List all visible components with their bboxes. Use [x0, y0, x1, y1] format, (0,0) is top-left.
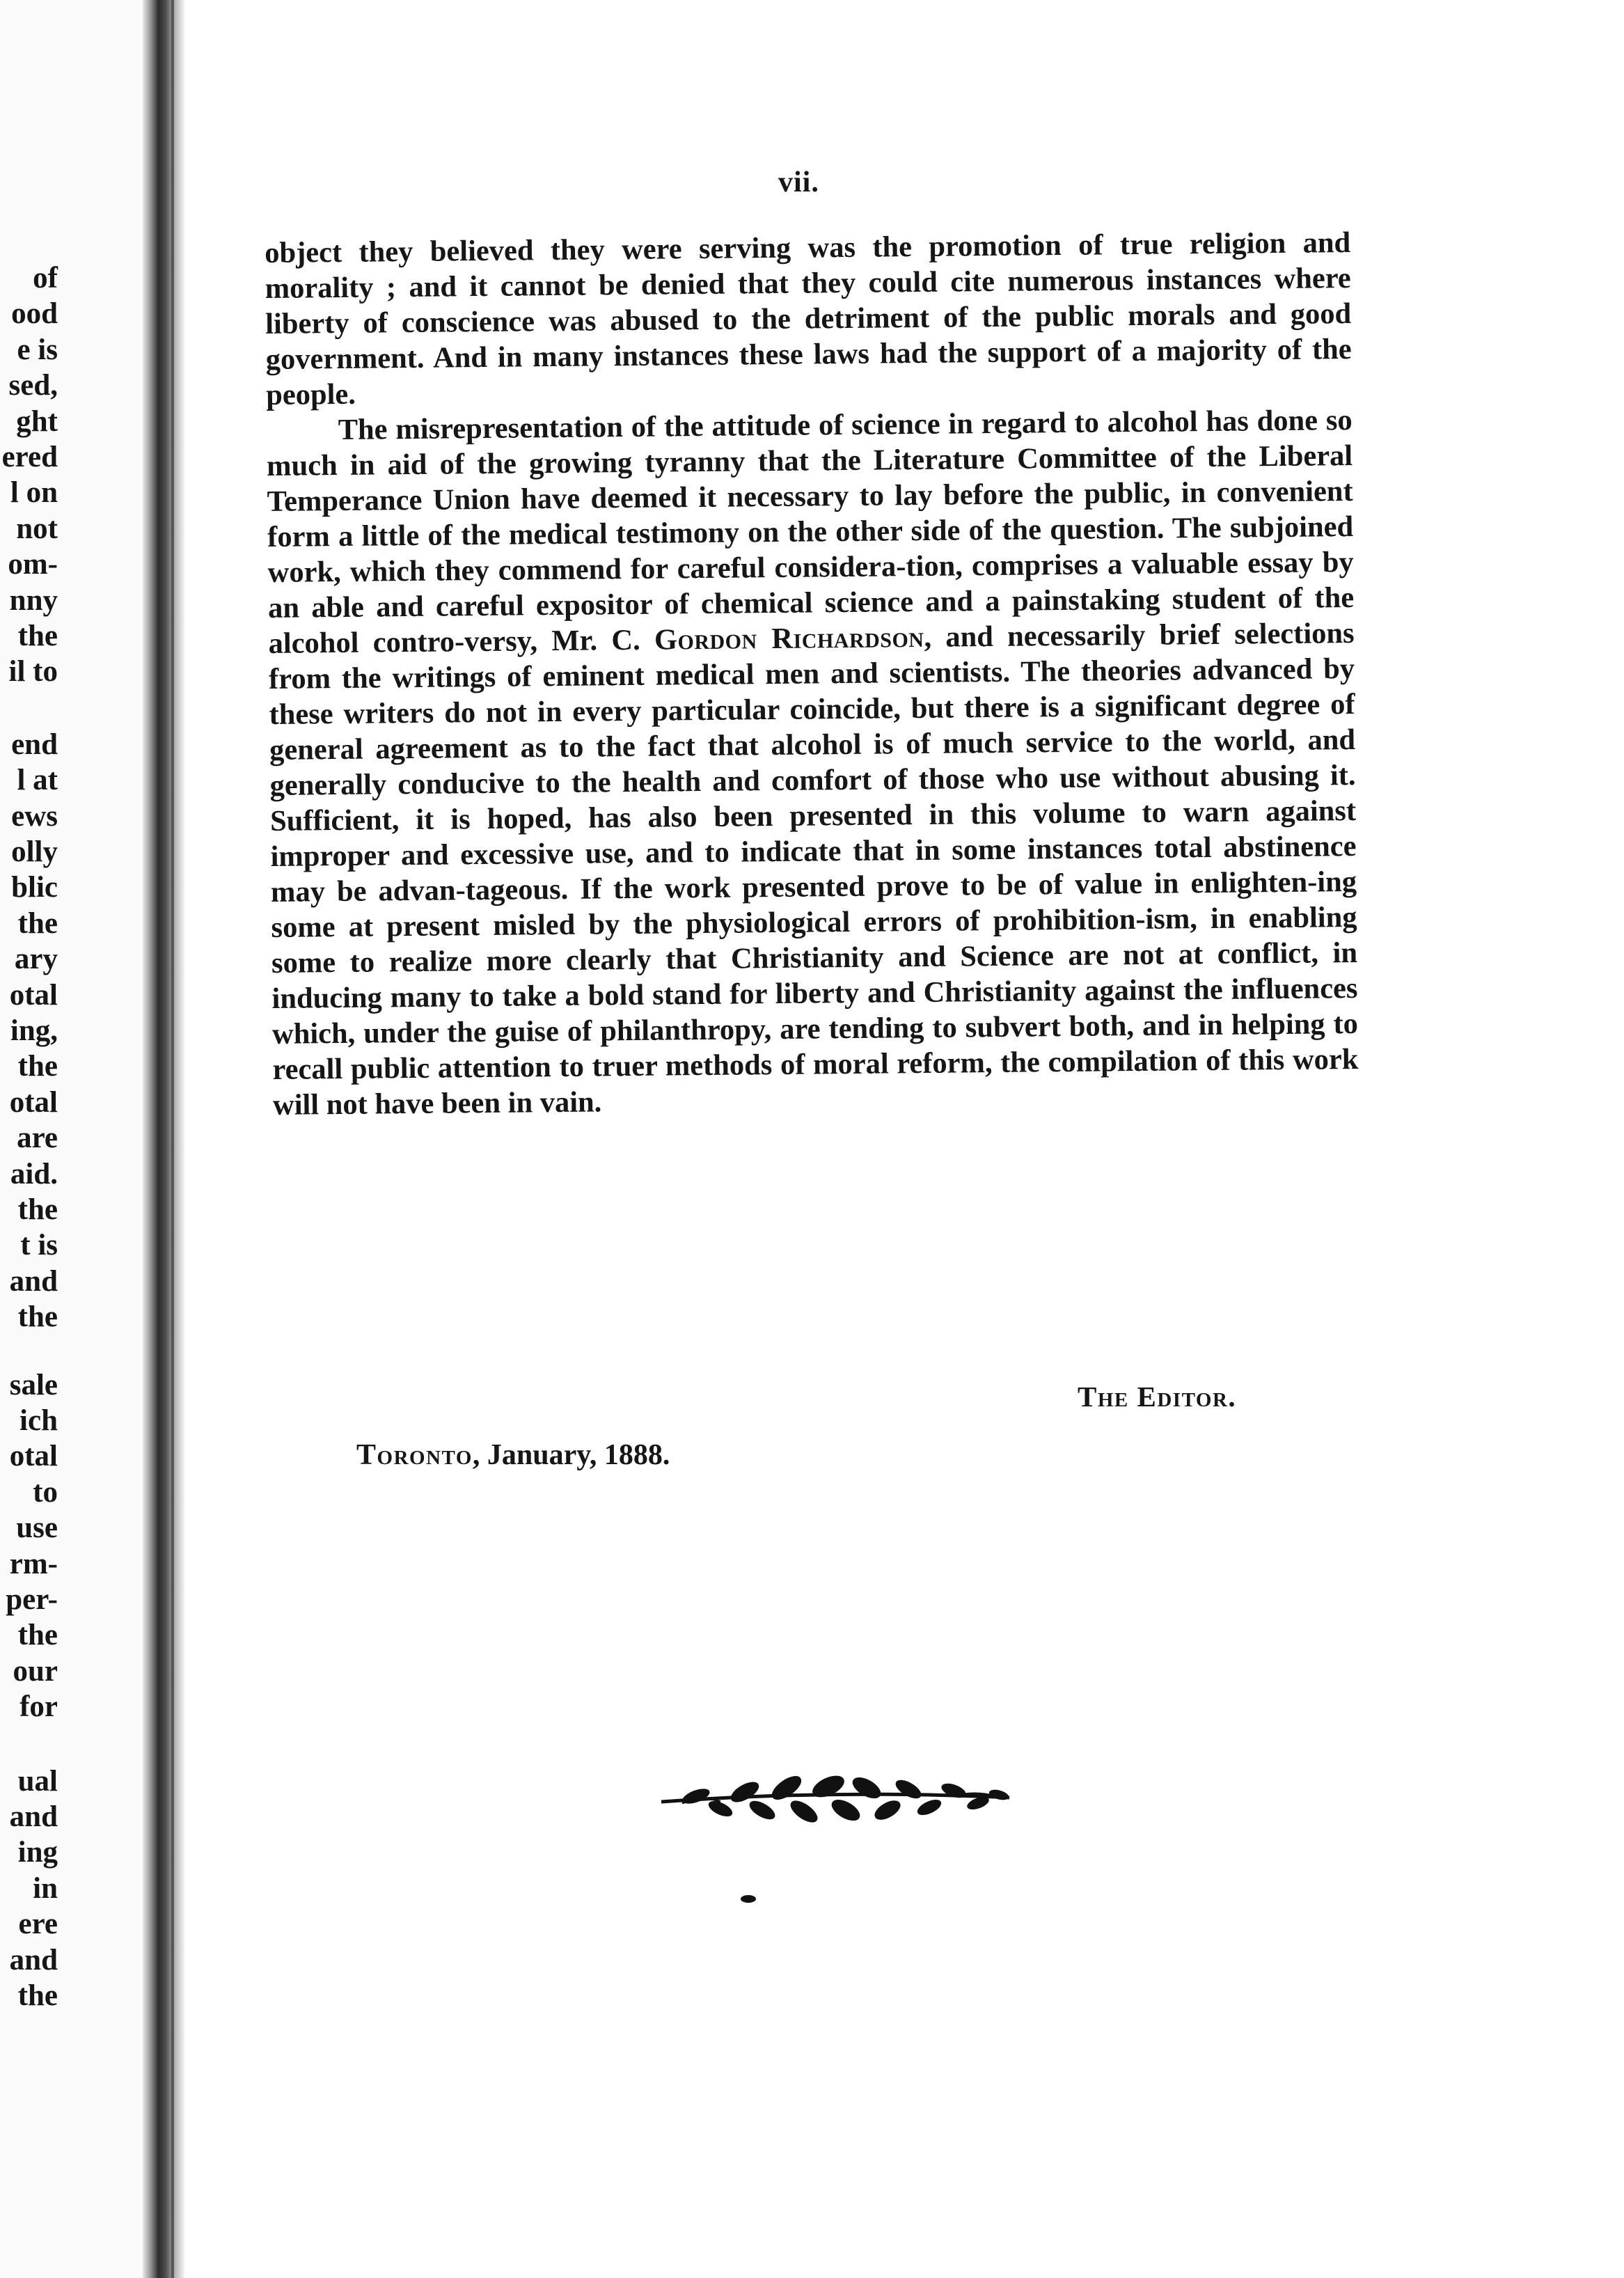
facing-page-fragment: the: [17, 1193, 58, 1226]
paragraph-1: object they believed they were serving was the promotion of true religion and morality ; and it cannot be denied that they could cite numerous instances where liberty of conscience was abused to the detriment of the public morals and good government. And in many instances these laws had the support of a majority of the people.: [265, 226, 1352, 411]
gutter-shadow-line: [171, 0, 174, 2278]
facing-page-fragment: ere: [18, 1908, 58, 1941]
facing-page-fragment: sale: [9, 1368, 58, 1401]
facing-page-fragment: in: [33, 1871, 58, 1905]
facing-page-fragment: ary: [14, 943, 58, 976]
facing-page-fragment: per-: [6, 1583, 58, 1616]
facing-page-fragment: sed,: [8, 369, 58, 402]
facing-page-fragment: ing,: [10, 1014, 58, 1047]
facing-page-fragment: l at: [17, 764, 58, 797]
facing-page-fragment: end: [11, 728, 58, 761]
left-facing-page: [0, 0, 143, 2278]
facing-page-fragment: olly: [11, 835, 58, 868]
ink-speck: [741, 1895, 756, 1903]
facing-page-fragment: ght: [16, 404, 58, 438]
facing-page-fragment: not: [16, 512, 58, 545]
facing-page-fragment: and: [9, 1943, 58, 1977]
paragraph-2-before: The misrepresentation of the attitude of science in regard to alcohol has done so much in aid of the growing tyranny that the Literature Committee of the Liberal Temperance Union have deemed it necessary to lay before the public, in convenient form a little of the medical testimony on the other side of the question. The subjoined work, which they commend for careful considera-tion, comprises a valuable essay by an able and careful expositor of chemical science and a painstaking student of the alcohol contro-versy, Mr. C.: [266, 404, 1355, 660]
facing-page-fragment: use: [16, 1511, 58, 1545]
facing-page-fragment: otal: [9, 1440, 58, 1473]
facing-page-fragment: om-: [8, 548, 58, 581]
editor-signature: The Editor.: [1078, 1381, 1237, 1413]
facing-page-fragment: otal: [9, 978, 58, 1012]
facing-page-fragment: of: [33, 262, 58, 294]
facing-page-fragment: t is: [20, 1229, 58, 1262]
body-text: [265, 225, 1359, 1123]
facing-page-fragment: are: [17, 1122, 58, 1155]
page-number: vii.: [778, 166, 819, 198]
facing-page-fragment: our: [13, 1654, 58, 1688]
paragraph-2-after: , and necessarily brief selections from the writings of eminent medical men and scientists. The theories advanced by these writers do not in every particular coincide, but there is a significant degree of general agreement as to the fact that alcohol is of much service to the world, and generally conducive to the health and comfort of those who use without abusing it. Sufficient, it is hoped, has also been presented in this volume to warn against improper and excessive use, and to indicate that in some instances total abstinence may be advan-tageous. If the work presented prove to be of value in enlighten-ing some at present misled by the physiological errors of prohibition-ism, in enabling some to realize more clearly that Christianity and Science are not at conflict, in inducing many to take a bold stand for liberty and Christianity against the influences which, under the guise of philanthropy, are tending to subvert both, and in helping to recall public attention to truer methods of moral reform, the compilation of this work will not have been in vain.: [268, 616, 1359, 1122]
facing-page-fragment: e is: [17, 333, 58, 366]
author-name: Gordon Richardson: [654, 620, 924, 657]
facing-page-fragment: the: [17, 1619, 58, 1652]
facing-page-fragment: ews: [11, 799, 58, 833]
dateline: [356, 1438, 670, 1472]
facing-page-fragment: for: [19, 1690, 58, 1724]
facing-page-fragment: l on: [10, 476, 58, 510]
paragraph-2: [266, 402, 1359, 1123]
book-gutter: [143, 0, 184, 2278]
facing-page-fragment: to: [33, 1475, 58, 1509]
leaf-ornament-icon: [654, 1761, 1016, 1838]
facing-page-fragment: ered: [1, 441, 58, 473]
facing-page-fragment: ood: [11, 297, 58, 331]
facing-page-fragment: the: [17, 1979, 58, 2012]
facing-page-fragment: otal: [9, 1085, 58, 1119]
facing-page-fragment: and: [9, 1800, 58, 1833]
facing-page-fragment: the: [17, 620, 58, 652]
facing-page-fragment: and: [9, 1264, 58, 1298]
facing-page-fragment: rm-: [9, 1547, 58, 1580]
dateline-date: , January, 1888.: [472, 1439, 670, 1471]
facing-page-fragment: blic: [11, 871, 58, 904]
facing-page-fragment: ich: [19, 1404, 58, 1437]
facing-page-fragment: the: [17, 1050, 58, 1083]
facing-page-fragment: il to: [8, 655, 58, 689]
facing-page-fragment: the: [17, 1301, 58, 1334]
dateline-place: Toronto: [356, 1439, 473, 1471]
facing-page-fragment: ual: [17, 1764, 58, 1798]
facing-page-fragment: nny: [9, 583, 58, 617]
facing-page-fragment: aid.: [10, 1157, 58, 1191]
facing-page-fragment: the: [17, 906, 58, 940]
facing-page-fragment: ing: [17, 1836, 58, 1869]
